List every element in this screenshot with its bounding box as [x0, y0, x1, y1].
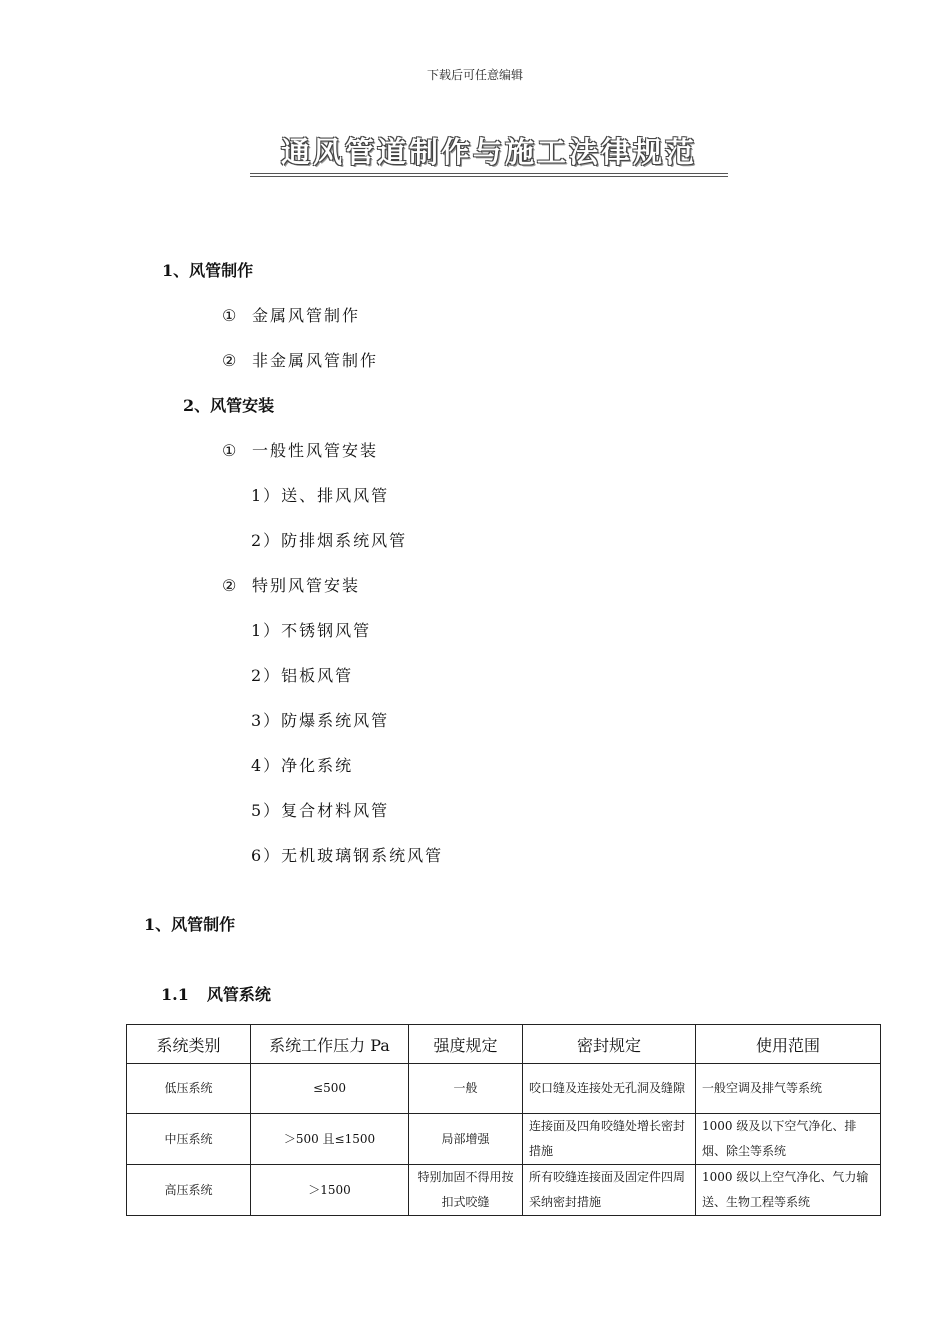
- outline-item-text: 特别风管安装: [252, 576, 361, 595]
- table-row: [127, 1165, 881, 1216]
- outline-subitem: 6）无机玻璃钢系统风管: [251, 846, 444, 865]
- table-cell: 局部增强: [409, 1114, 523, 1165]
- duct-system-table: [126, 1024, 881, 1216]
- table-cell: 低压系统: [127, 1064, 251, 1114]
- circled-marker: ①: [222, 441, 239, 460]
- outline-subitem: 2）铝板风管: [251, 666, 354, 685]
- outline-item-text: 一般性风管安装: [252, 441, 379, 460]
- outline-item-text: 金属风管制作: [252, 306, 361, 325]
- table-cell: ＞1500: [251, 1165, 409, 1216]
- subsection-heading: [161, 982, 271, 1005]
- subsection-title: 风管系统: [206, 985, 271, 1004]
- outline-section-2: 2、风管安装: [183, 396, 275, 415]
- table-cell: ＞500 且≤1500: [251, 1114, 409, 1165]
- circled-marker: ①: [222, 306, 239, 325]
- outline-subitem: 5）复合材料风管: [251, 801, 390, 820]
- column-header: 使用范围: [696, 1025, 881, 1064]
- outline-subitem: 3）防爆系统风管: [251, 711, 390, 730]
- column-header: 系统工作压力 Pa: [251, 1025, 409, 1064]
- outline-subitem: 4）净化系统: [251, 756, 354, 775]
- outline-subitem: 2）防排烟系统风管: [251, 531, 408, 550]
- subsection-number: 1.1: [161, 985, 189, 1004]
- outline-item: [222, 438, 378, 461]
- table-row: [127, 1114, 881, 1165]
- circled-marker: ②: [222, 576, 239, 595]
- table-cell: 高压系统: [127, 1165, 251, 1216]
- table-cell: 一般: [409, 1064, 523, 1114]
- table-cell: 一般空调及排气等系统: [696, 1064, 881, 1114]
- column-header: 强度规定: [409, 1025, 523, 1064]
- table-cell: 特别加固不得用按扣式咬缝: [409, 1165, 523, 1216]
- table-header-row: [127, 1025, 881, 1064]
- document-title: 通风管道制作与施工法律规范: [280, 135, 697, 169]
- column-header: 密封规定: [523, 1025, 696, 1064]
- header-note: 下载后可任意编辑: [426, 68, 523, 82]
- circled-marker: ②: [222, 351, 239, 370]
- table-cell: 咬口缝及连接处无孔洞及缝隙: [523, 1064, 696, 1114]
- outline-subitem: 1）送、排风风管: [251, 486, 390, 505]
- table-cell: 连接面及四角咬缝处增长密封措施: [523, 1114, 696, 1165]
- table-cell: 中压系统: [127, 1114, 251, 1165]
- table-row: [127, 1064, 881, 1114]
- section-heading: 1、风管制作: [144, 915, 236, 934]
- table-cell: 1000 级及以下空气净化、排烟、除尘等系统: [696, 1114, 881, 1165]
- table-cell: 所有咬缝连接面及固定件四周采纳密封措施: [523, 1165, 696, 1216]
- outline-subitem: 1）不锈钢风管: [251, 621, 372, 640]
- column-header: 系统类别: [127, 1025, 251, 1064]
- table-cell: 1000 级以上空气净化、气力输送、生物工程等系统: [696, 1165, 881, 1216]
- outline-item: [222, 303, 360, 326]
- outline-item: [222, 348, 378, 371]
- title-underline: [250, 173, 728, 177]
- outline-item: [222, 573, 360, 596]
- outline-item-text: 非金属风管制作: [252, 351, 379, 370]
- table-cell: ≤500: [251, 1064, 409, 1114]
- outline-section-1: 1、风管制作: [162, 261, 254, 280]
